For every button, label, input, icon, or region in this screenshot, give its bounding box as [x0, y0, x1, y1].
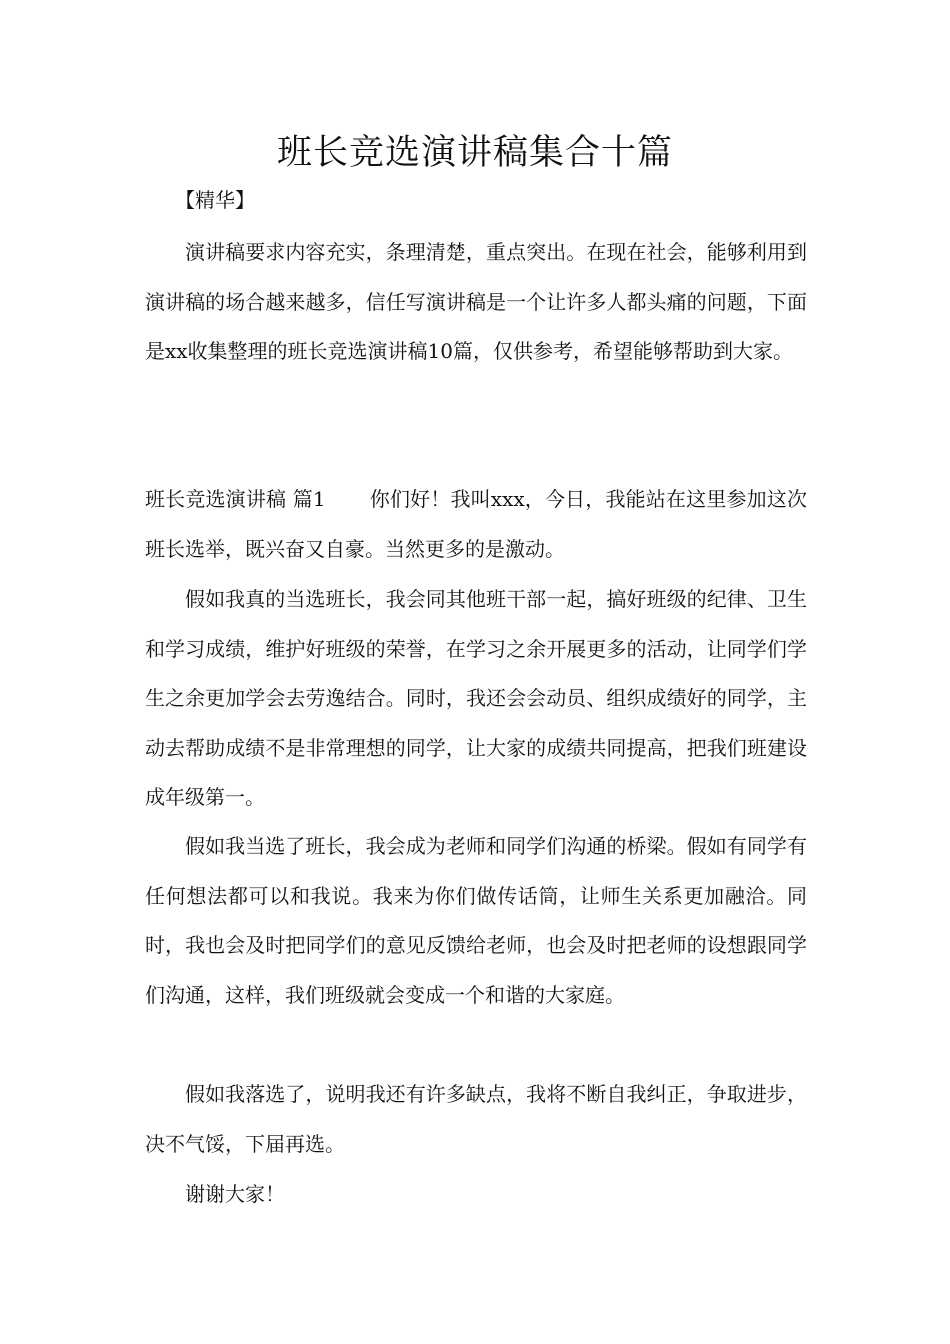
section-1-paragraph: 假如我当选了班长，我会成为老师和同学们沟通的桥梁。假如有同学有任何想法都可以和我说。我来为你们做传话筒，让师生关系更加融洽。同时，我也会及时把同学们的意见反馈给老师，也会及时把老师的设想跟同学们沟通，这样，我们班级就会变成一个和谐的大家庭。	[145, 834, 807, 1007]
essence-tag: 【精华】	[175, 188, 255, 212]
section-1-first-paragraph	[145, 475, 807, 574]
section-1-paragraph: 假如我真的当选班长，我会同其他班干部一起，搞好班级的纪律、卫生和学习成绩，维护好班级的荣誉，在学习之余开展更多的活动，让同学们学生之余更加学会去劳逸结合。同时，我还会会动员、组织成绩好的同学，主动去帮助成绩不是非常理想的同学，让大家的成绩共同提高，把我们班建设成年级第一。	[145, 587, 807, 809]
intro-paragraph: 演讲稿要求内容充实，条理清楚，重点突出。在现在社会，能够利用到演讲稿的场合越来越多，信任写演讲稿是一个让许多人都头痛的问题，下面是xx收集整理的班长竞选演讲稿10篇，仅供参考，希望能够帮助到大家。	[145, 240, 807, 363]
section-1-paragraph: 假如我落选了，说明我还有许多缺点，我将不断自我纠正，争取进步，决不气馁，下届再选。	[145, 1082, 807, 1156]
document-title: 班长竞选演讲稿集合十篇	[276, 133, 673, 173]
section-1-opening-text: 你们好！我叫xxx，今日，我能站在这里参加这次班长选举，既兴奋又自豪。当然更多的是激动。	[145, 487, 807, 561]
closing-thanks: 谢谢大家！	[185, 1182, 285, 1206]
section-1-heading: 班长竞选演讲稿 篇1	[145, 487, 326, 511]
